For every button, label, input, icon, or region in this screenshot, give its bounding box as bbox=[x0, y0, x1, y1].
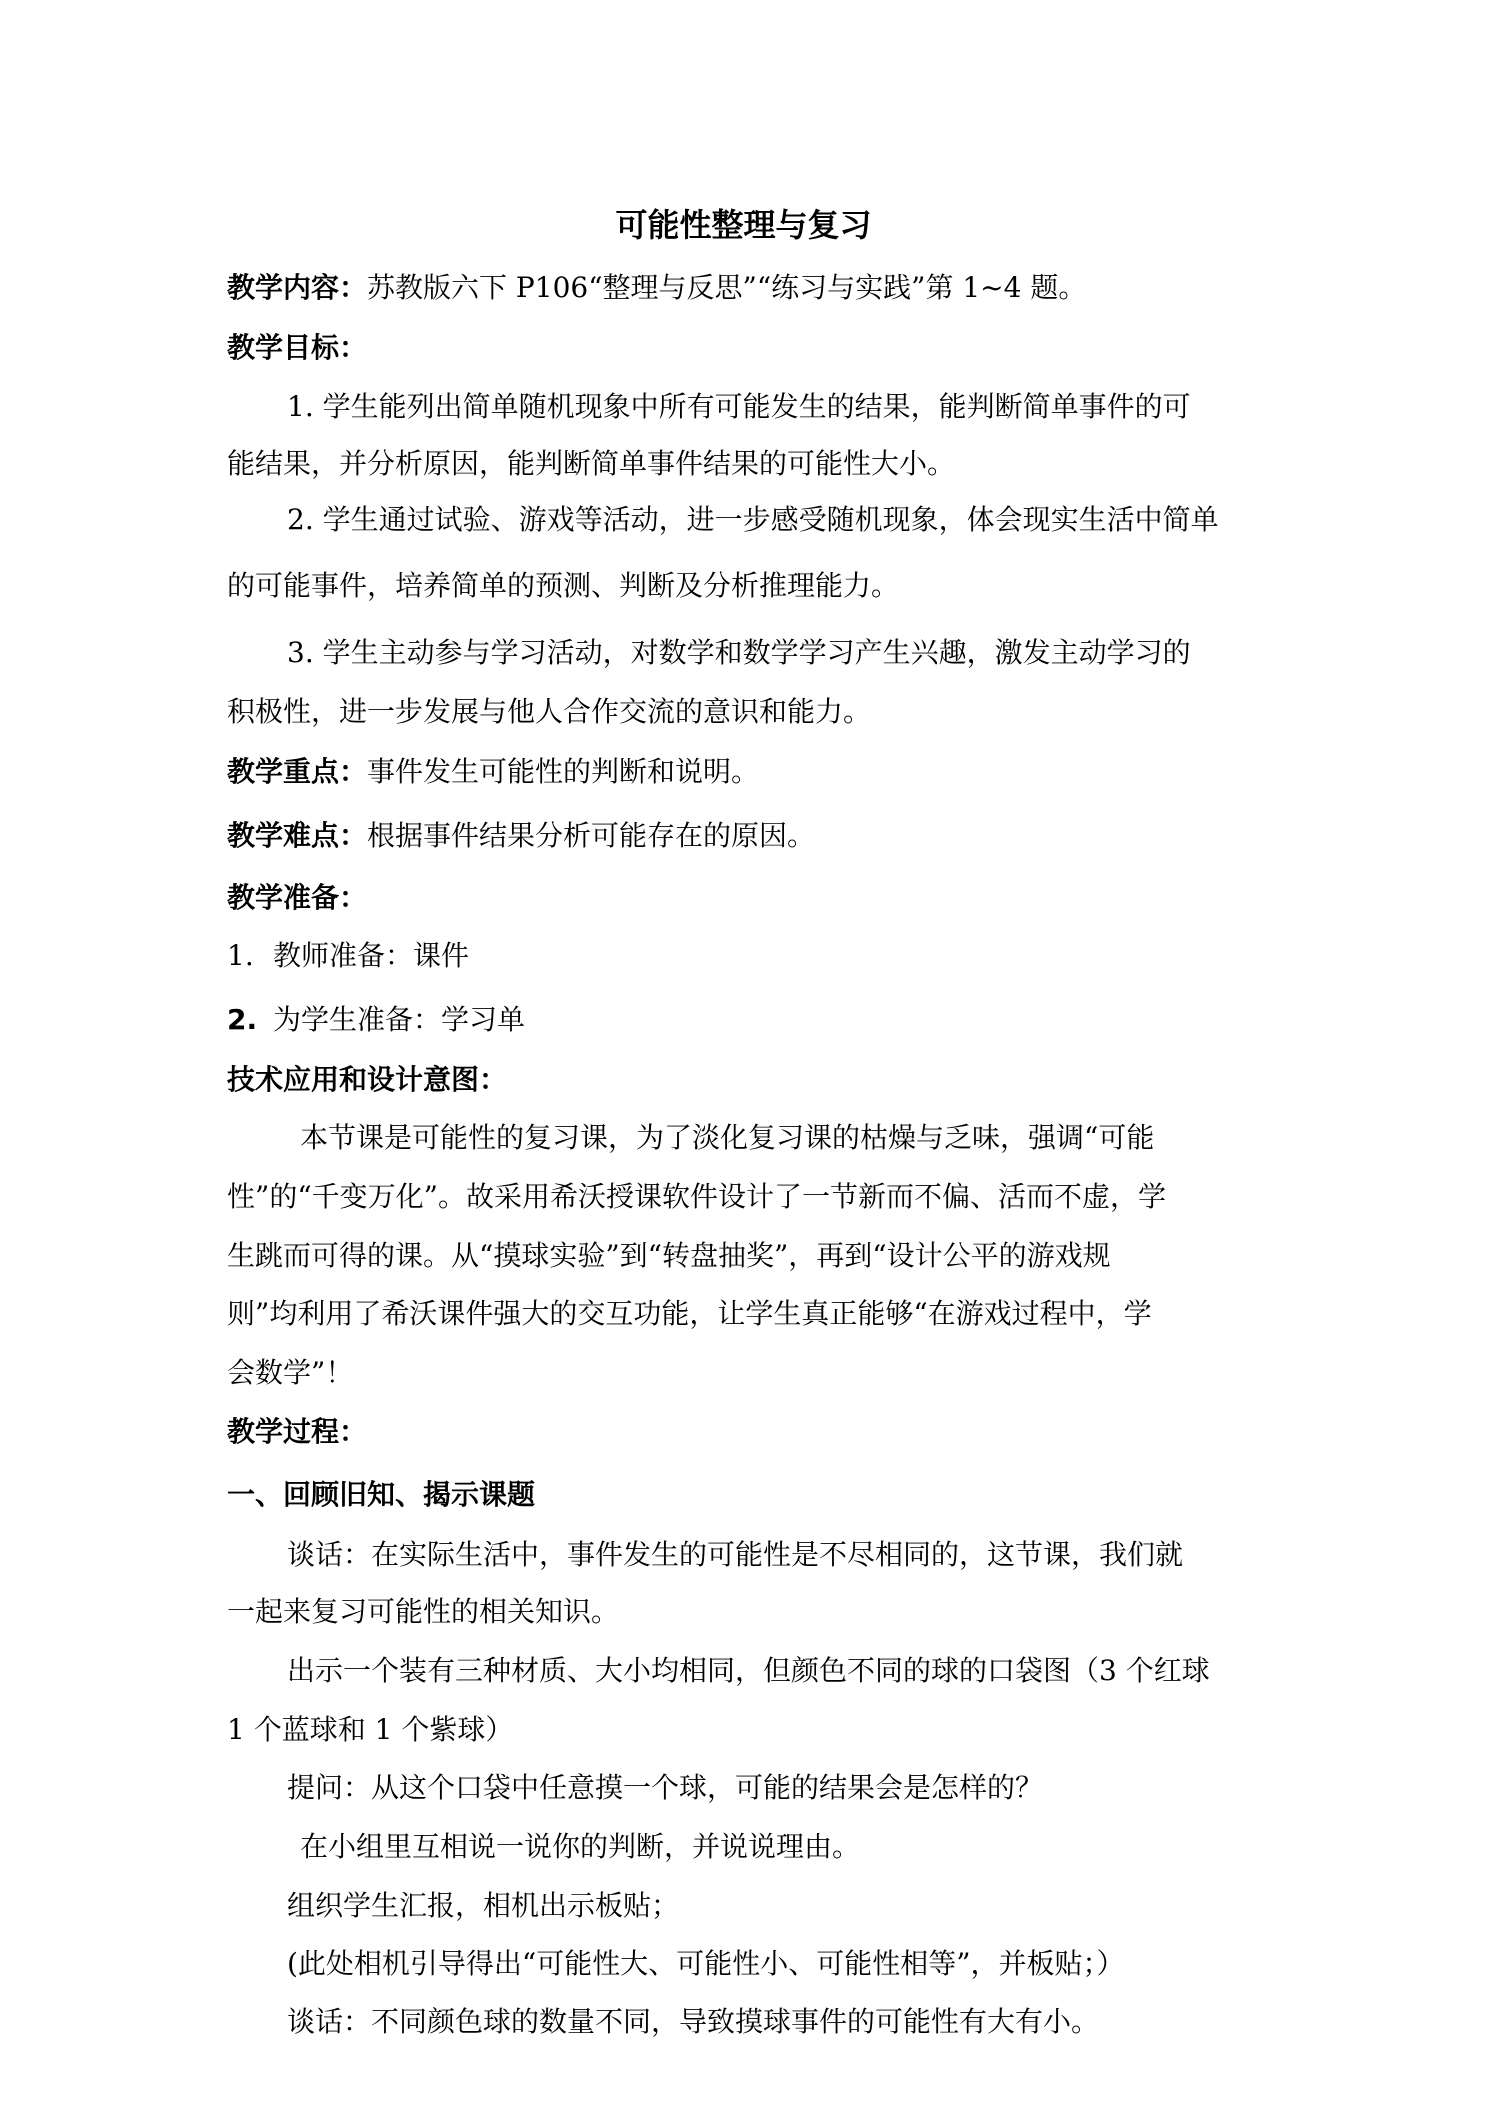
teaching-content-label: 教学内容： bbox=[227, 271, 368, 304]
prep-item-2-number: 2. bbox=[227, 1003, 258, 1036]
process-p1-line-1: 谈话：在实际生活中，事件发生的可能性是不尽相同的，这节课，我们就 bbox=[287, 1538, 1184, 1571]
difficulty-text: 根据事件结果分析可能存在的原因。 bbox=[367, 819, 816, 852]
section-1-heading: 一、回顾旧知、揭示课题 bbox=[227, 1478, 536, 1511]
design-line-1: 本节课是可能性的复习课，为了淡化复习课的枯燥与乏味，强调“可能 bbox=[300, 1121, 1155, 1154]
preparation-heading: 教学准备： bbox=[227, 881, 368, 914]
prep-item-1-text: 教师准备：课件 bbox=[273, 939, 470, 972]
design-line-5: 会数学”！ bbox=[227, 1356, 354, 1389]
prep-item-2-text: 为学生准备：学习单 bbox=[273, 1003, 526, 1036]
goal-2-line-2: 的可能事件，培养简单的预测、判断及分析推理能力。 bbox=[227, 569, 900, 602]
teaching-content-line bbox=[227, 268, 1086, 308]
teaching-goals-heading: 教学目标： bbox=[227, 331, 368, 364]
process-p5: 组织学生汇报，相机出示板贴； bbox=[287, 1889, 680, 1922]
teaching-content-text: 苏教版六下 P106“整理与反思”“练习与实践”第 1~4 题。 bbox=[367, 271, 1087, 304]
difficulty-label: 教学难点： bbox=[227, 819, 368, 852]
goal-3-line-1: 3. 学生主动参与学习活动，对数学和数学学习产生兴趣，激发主动学习的 bbox=[287, 636, 1191, 669]
prep-item-1-number: 1. bbox=[227, 939, 254, 972]
goal-2-line-1: 2. 学生通过试验、游戏等活动，进一步感受随机现象，体会现实生活中简单 bbox=[287, 503, 1219, 536]
key-point-line bbox=[227, 752, 759, 792]
process-p2-line-1: 出示一个装有三种材质、大小均相同，但颜色不同的球的口袋图（3 个红球 bbox=[287, 1654, 1210, 1687]
process-p3: 提问：从这个口袋中任意摸一个球，可能的结果会是怎样的？ bbox=[287, 1771, 1044, 1804]
process-p7: 谈话：不同颜色球的数量不同，导致摸球事件的可能性有大有小。 bbox=[287, 2005, 1100, 2038]
goal-3-line-2: 积极性，进一步发展与他人合作交流的意识和能力。 bbox=[227, 695, 872, 728]
goal-1-line-2: 能结果，并分析原因，能判断简单事件结果的可能性大小。 bbox=[227, 447, 956, 480]
process-p1-line-2: 一起来复习可能性的相关知识。 bbox=[227, 1595, 620, 1628]
key-point-text: 事件发生可能性的判断和说明。 bbox=[367, 755, 760, 788]
difficulty-line bbox=[227, 816, 815, 856]
process-p2-line-2: 1 个蓝球和 1 个紫球） bbox=[227, 1713, 514, 1746]
process-p4: 在小组里互相说一说你的判断，并说说理由。 bbox=[300, 1830, 861, 1863]
prep-item-2 bbox=[227, 1000, 525, 1040]
goal-1-line-1: 1. 学生能列出简单随机现象中所有可能发生的结果，能判断简单事件的可 bbox=[287, 390, 1191, 423]
design-line-2: 性”的“千变万化”。故采用希沃授课软件设计了一节新而不偏、活而不虚，学 bbox=[227, 1180, 1166, 1213]
design-line-4: 则”均利用了希沃课件强大的交互功能，让学生真正能够“在游戏过程中，学 bbox=[227, 1297, 1152, 1330]
process-heading: 教学过程： bbox=[227, 1415, 368, 1448]
prep-item-1 bbox=[227, 936, 469, 976]
key-point-label: 教学重点： bbox=[227, 755, 368, 788]
process-p6: (此处相机引导得出“可能性大、可能性小、可能性相等”，并板贴；） bbox=[287, 1947, 1125, 1980]
design-line-3: 生跳而可得的课。从“摸球实验”到“转盘抽奖”，再到“设计公平的游戏规 bbox=[227, 1239, 1111, 1272]
design-heading: 技术应用和设计意图： bbox=[227, 1063, 508, 1096]
document-title: 可能性整理与复习 bbox=[615, 206, 872, 244]
